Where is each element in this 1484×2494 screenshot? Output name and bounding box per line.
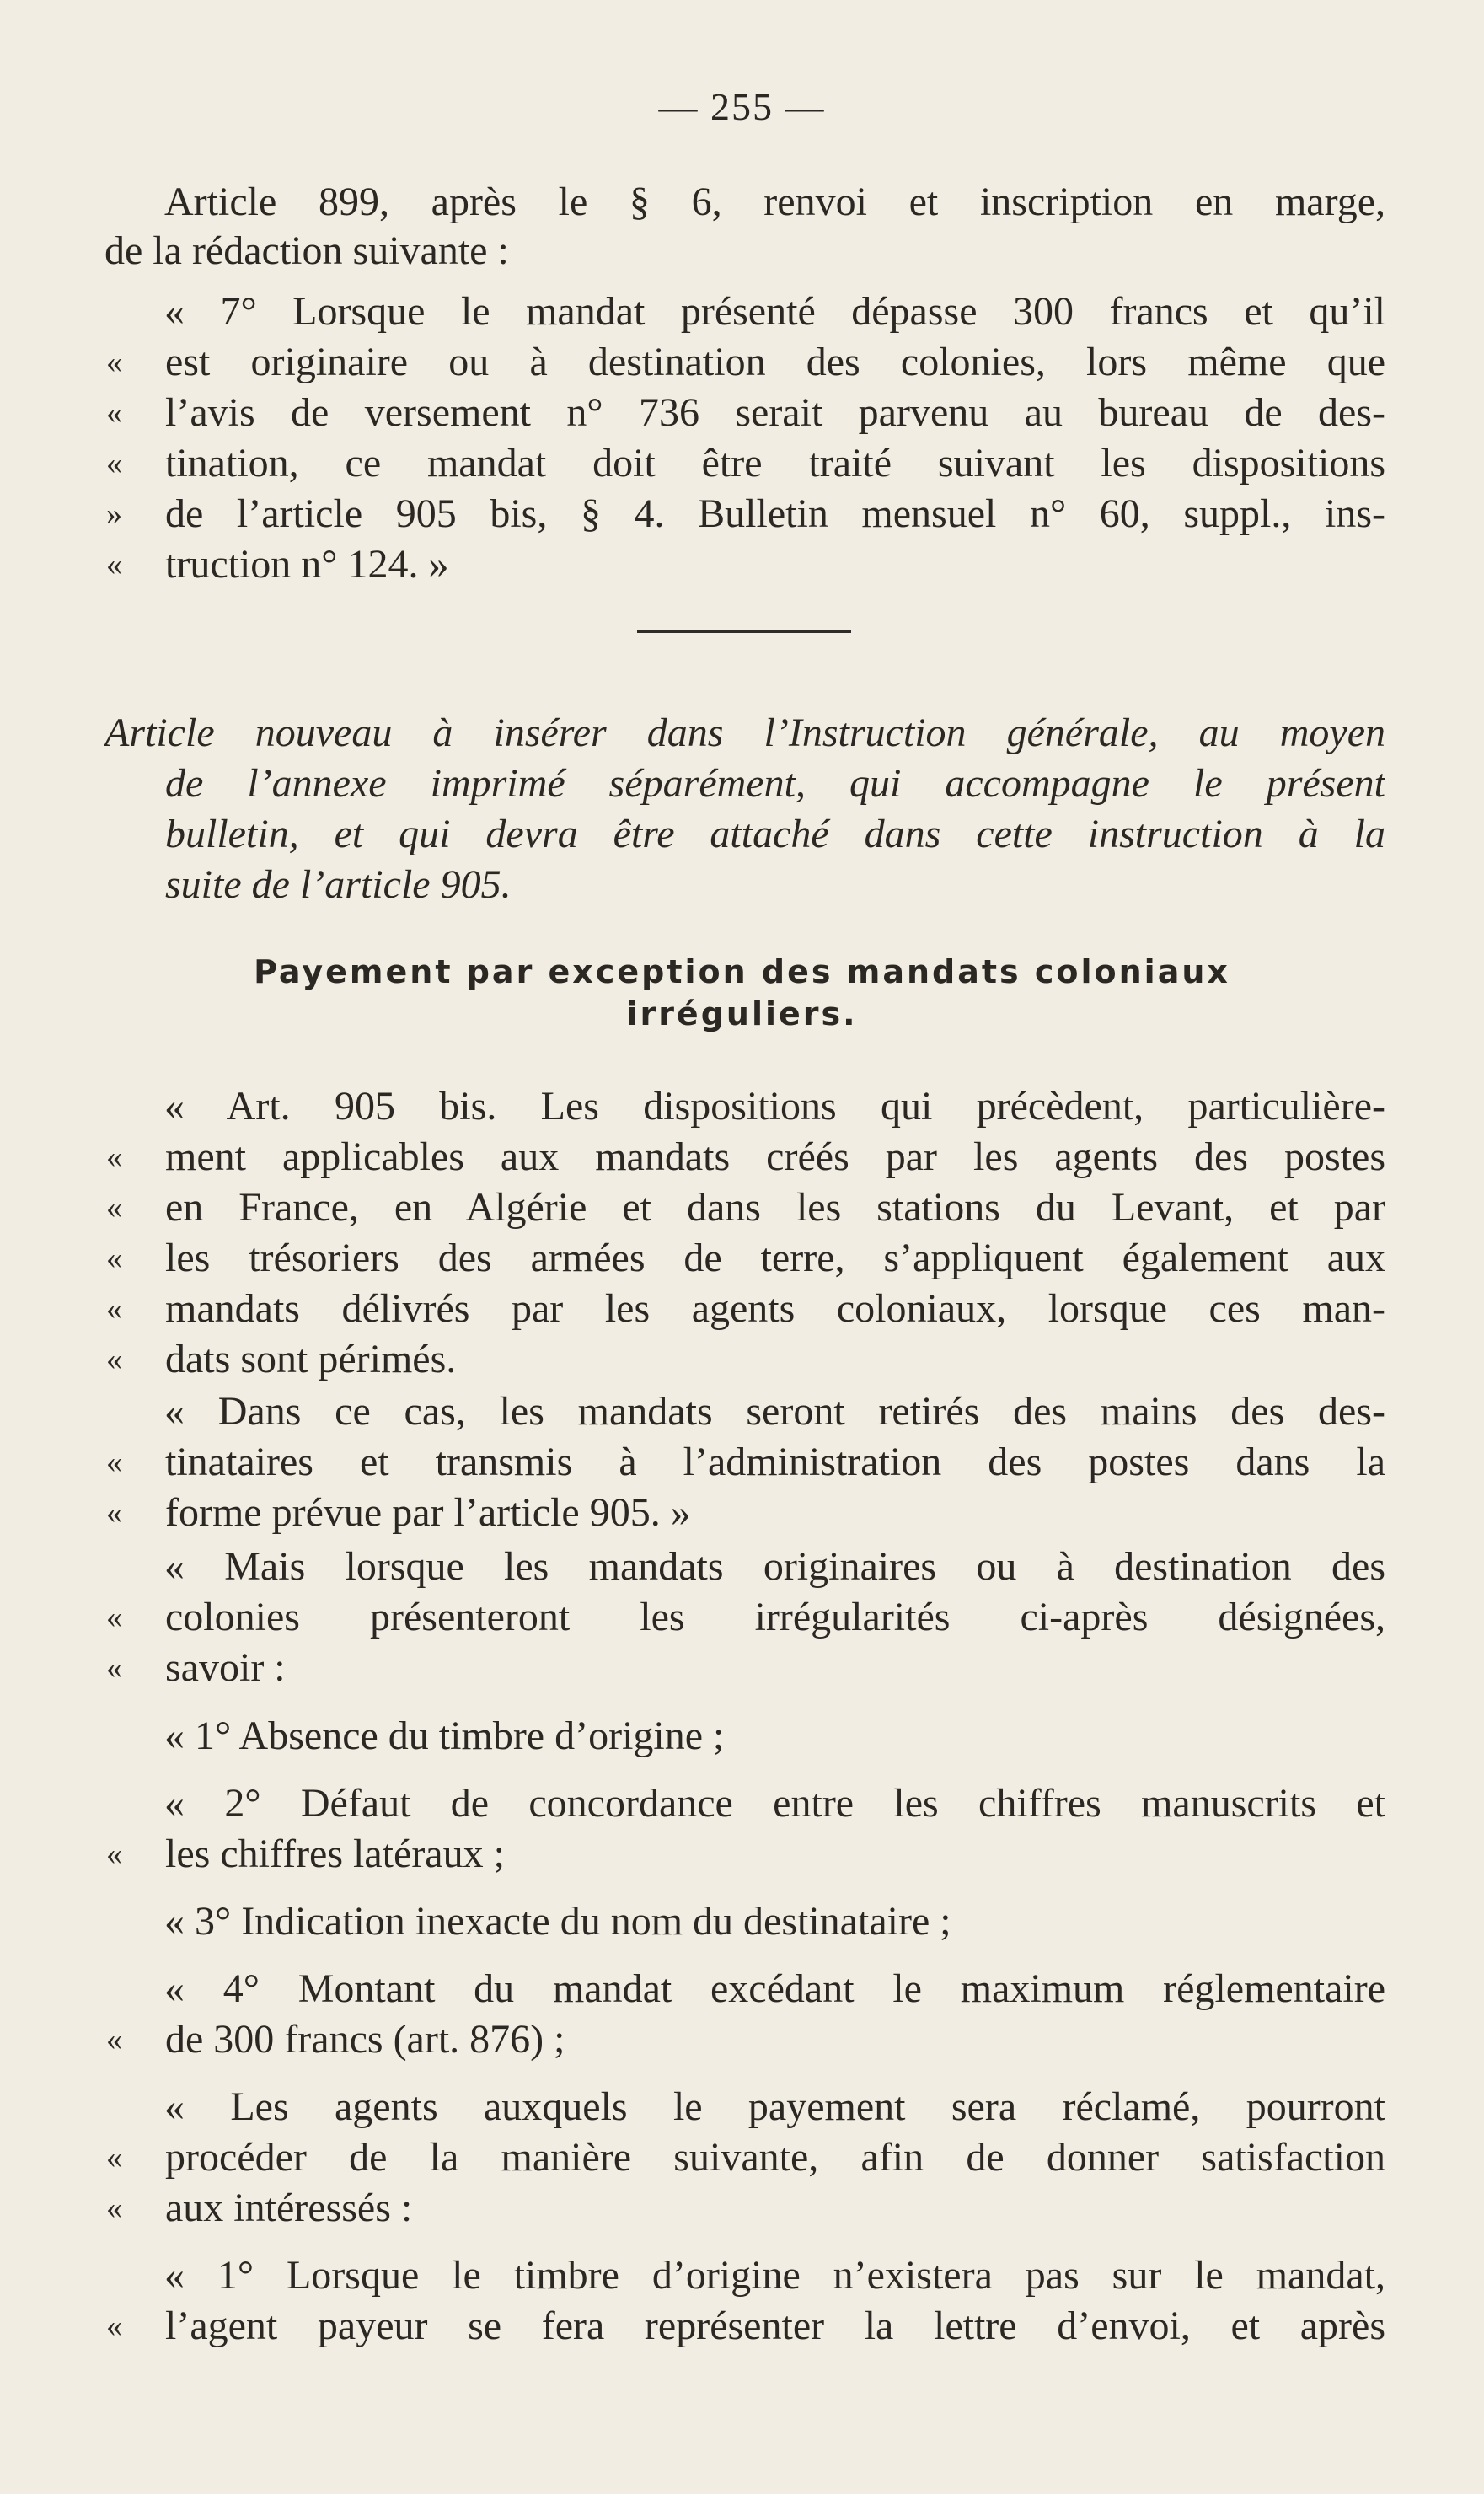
quote-mark: «: [106, 1342, 122, 1377]
quote-mark: «: [106, 1291, 122, 1327]
article-905-bis-line: [0, 1284, 1484, 1334]
article-899-line: [0, 287, 1484, 337]
line-text: truction n° 124. »: [165, 542, 449, 587]
line-text: de l’annexe imprimé séparément, qui accompagne le présent: [165, 761, 1385, 806]
line-text: est originaire ou à destination des colonies, lors même que: [165, 340, 1385, 384]
quote-mark: «: [106, 2191, 122, 2226]
quote-mark: «: [106, 1445, 122, 1480]
line-text: « 4° Montant du mandat excédant le maximum réglementaire: [164, 1966, 1385, 2011]
line-text: forme prévue par l’article 905. »: [165, 1490, 691, 1535]
line-text: de l’article 905 bis, § 4. Bulletin mensuel n° 60, suppl., ins-: [165, 491, 1385, 536]
page-number: — 255 —: [658, 85, 826, 128]
article-905-bis-line: [0, 1542, 1484, 1592]
quote-mark: «: [106, 1140, 122, 1175]
quote-mark: «: [106, 2140, 122, 2175]
article-905-bis-line: [0, 1896, 1484, 1947]
line-text: savoir :: [165, 1645, 286, 1690]
section-heading-line-1: Payement par exception des mandats coloniaux: [254, 953, 1230, 990]
article-905-bis-line: [0, 2132, 1484, 2183]
article-905-bis-line: [0, 1437, 1484, 1488]
article-905-bis-line: [0, 1592, 1484, 1643]
article-905-bis-line: [0, 2250, 1484, 2301]
quote-mark: «: [106, 345, 122, 380]
note-line: [0, 860, 1484, 910]
quote-mark: «: [106, 547, 122, 582]
quote-mark: «: [106, 1495, 122, 1531]
article-905-bis-line: [0, 1386, 1484, 1437]
quote-mark: «: [106, 1650, 122, 1686]
article-899-line: [0, 489, 1484, 539]
article-905-bis-line: [0, 1488, 1484, 1538]
article-905-bis-line: [0, 1334, 1484, 1385]
article-905-bis-line: [0, 1711, 1484, 1762]
line-text: « 7° Lorsque le mandat présenté dépasse 300 francs et qu’il: [164, 289, 1385, 334]
line-text: l’agent payeur se fera représenter la lettre d’envoi, et après: [165, 2304, 1385, 2348]
note-line: [0, 809, 1484, 860]
article-899-line: [0, 337, 1484, 388]
article-899-line: [0, 438, 1484, 489]
line-text: « 2° Défaut de concordance entre les chiffres manuscrits et: [164, 1781, 1385, 1826]
line-text: « Art. 905 bis. Les dispositions qui précèdent, particulière-: [164, 1084, 1385, 1129]
line-text: Article nouveau à insérer dans l’Instruction générale, au moyen: [104, 711, 1385, 755]
note-line: [0, 708, 1484, 759]
quote-mark: «: [106, 1837, 122, 1872]
separator-rule: [637, 630, 851, 633]
line-text: « 1° Absence du timbre d’origine ;: [164, 1714, 725, 1758]
line-text: « Dans ce cas, les mandats seront retirés des mains des des-: [164, 1389, 1385, 1434]
article-905-bis-line: [0, 2301, 1484, 2352]
quote-mark: »: [106, 496, 122, 532]
line-text: mandats délivrés par les agents coloniaux, lorsque ces man-: [165, 1286, 1385, 1331]
article-899-line: [0, 539, 1484, 590]
quote-mark: «: [106, 1190, 122, 1226]
line-text: colonies présenteront les irrégularités ci-après désignées,: [165, 1595, 1385, 1639]
line-text: de 300 francs (art. 876) ;: [165, 2017, 565, 2062]
line-text: tination, ce mandat doit être traité suivant les dispositions: [165, 441, 1385, 485]
quote-mark: «: [106, 2309, 122, 2344]
line-text: bulletin, et qui devra être attaché dans cette instruction à la: [165, 812, 1385, 856]
line-text: tinataires et transmis à l’administration des postes dans la: [165, 1440, 1385, 1484]
line-text: « 1° Lorsque le timbre d’origine n’existera pas sur le mandat,: [164, 2253, 1385, 2298]
article-905-bis-line: [0, 1132, 1484, 1183]
article-905-bis-line: [0, 2183, 1484, 2234]
article-905-bis-line: [0, 1081, 1484, 1132]
quote-mark: «: [106, 446, 122, 481]
line-text: « Mais lorsque les mandats originaires ou à destination des: [164, 1544, 1385, 1589]
line-text: Article 899, après le § 6, renvoi et inscription en marge,: [164, 180, 1385, 224]
line-text: « 3° Indication inexacte du nom du destinataire ;: [164, 1899, 951, 1944]
line-text: les trésoriers des armées de terre, s’appliquent également aux: [165, 1236, 1385, 1280]
line-text: en France, en Algérie et dans les stations du Levant, et par: [165, 1185, 1385, 1230]
article-905-bis-line: [0, 1829, 1484, 1880]
article-905-bis-line: [0, 1778, 1484, 1829]
line-text: l’avis de versement n° 736 serait parvenu au bureau de des-: [165, 390, 1385, 435]
line-text: aux intéressés :: [165, 2186, 413, 2230]
line-text: suite de l’article 905.: [165, 862, 512, 907]
quote-mark: «: [106, 1241, 122, 1276]
line-text: procéder de la manière suivante, afin de donner satisfaction: [165, 2135, 1385, 2180]
line-text: ment applicables aux mandats créés par les agents des postes: [165, 1134, 1385, 1179]
article-905-bis-line: [0, 1964, 1484, 2014]
line-text: dats sont périmés.: [165, 1337, 457, 1381]
line-text: les chiffres latéraux ;: [165, 1832, 505, 1876]
article-905-bis-line: [0, 2082, 1484, 2132]
line-text: « Les agents auxquels le payement sera réclamé, pourront: [164, 2084, 1385, 2129]
article-905-bis-line: [0, 2014, 1484, 2065]
quote-mark: «: [106, 395, 122, 431]
article-899-line: [0, 177, 1484, 228]
article-905-bis-line: [0, 1233, 1484, 1284]
quote-mark: «: [106, 1600, 122, 1635]
line-text: de la rédaction suivante :: [104, 228, 509, 273]
quote-mark: «: [106, 2022, 122, 2057]
note-line: [0, 759, 1484, 809]
article-899-line: [0, 388, 1484, 438]
article-899-line: [0, 226, 1484, 276]
article-905-bis-line: [0, 1643, 1484, 1693]
article-905-bis-line: [0, 1183, 1484, 1233]
section-heading-line-2: irréguliers.: [626, 995, 858, 1032]
